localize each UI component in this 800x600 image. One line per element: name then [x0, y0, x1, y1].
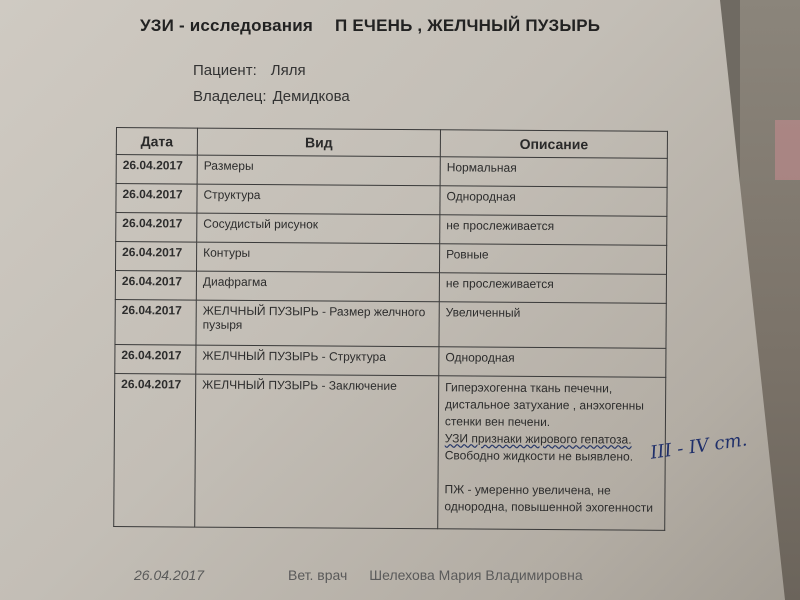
- cell-description: Однородная: [439, 347, 666, 378]
- cell-kind: Сосудистый рисунок: [197, 213, 440, 244]
- cell-date: 26.04.2017: [116, 213, 197, 243]
- handwritten-note: III - IV ст.: [649, 429, 749, 464]
- conclusion-line: однородна, повышенной эхогенности: [444, 499, 654, 515]
- results-table: [113, 127, 668, 531]
- cell-kind: Структура: [197, 184, 440, 215]
- conclusion-line: стенки вен печени.: [444, 414, 551, 430]
- cell-date: 26.04.2017: [115, 344, 196, 374]
- background-object: [775, 120, 800, 180]
- patient-name: Ляля: [270, 62, 306, 79]
- cell-description: Ровные: [439, 244, 666, 275]
- cell-date: 26.04.2017: [114, 373, 196, 527]
- cell-date: 26.04.2017: [115, 271, 196, 301]
- cell-date: 26.04.2017: [115, 299, 196, 345]
- cell-date: 26.04.2017: [116, 184, 197, 214]
- header-description: Описание: [440, 130, 667, 159]
- table-row: [115, 271, 666, 304]
- cell-description: не прослеживается: [439, 273, 666, 304]
- table-row: [115, 344, 666, 377]
- table-row: [115, 242, 666, 275]
- cell-kind: Контуры: [196, 242, 439, 273]
- conclusion-line: дистальное затухание , анэхогенны: [445, 397, 645, 413]
- title-organs: П ЕЧЕНЬ , ЖЕЛЧНЫЙ ПУЗЫРЬ: [335, 16, 601, 35]
- cell-kind: Диафрагма: [196, 271, 439, 302]
- title-study: УЗИ - исследования: [140, 16, 314, 35]
- doctor-label: Вет. врач: [288, 567, 348, 583]
- conclusion-line: Свободно жидкости не выявлено.: [444, 448, 634, 464]
- cell-description: не прослеживается: [440, 215, 667, 246]
- cell-date: 26.04.2017: [115, 242, 196, 272]
- cell-date: 26.04.2017: [116, 155, 197, 185]
- patient-line: [193, 62, 306, 79]
- conclusion-spacer: [445, 464, 659, 482]
- footer-date: 26.04.2017: [134, 567, 205, 583]
- cell-conclusion: [438, 376, 666, 531]
- conclusion-line: ПЖ - умеренно увеличена, не: [444, 482, 611, 498]
- footer-doctor: [288, 567, 583, 583]
- owner-line: [193, 88, 350, 105]
- doctor-name: Шелехова Мария Владимировна: [369, 567, 583, 583]
- cell-kind: ЖЕЛЧНЫЙ ПУЗЫРЬ - Размер желчного пузыря: [196, 300, 439, 347]
- cell-description: Увеличенный: [439, 302, 666, 349]
- conclusion-line-underlined: УЗИ признаки жирового гепатоза.: [444, 431, 632, 447]
- table-row: [116, 155, 667, 188]
- conclusion-line: Гиперэхогенна ткань печечни,: [445, 380, 613, 396]
- owner-name: Демидкова: [272, 88, 350, 105]
- cell-kind: ЖЕЛЧНЫЙ ПУЗЫРЬ - Структура: [196, 345, 439, 376]
- document-title: [140, 16, 700, 36]
- table-row: [116, 184, 667, 217]
- table-row: [114, 373, 666, 530]
- cell-kind: ЖЕЛЧНЫЙ ПУЗЫРЬ - Заключение: [195, 374, 439, 529]
- table-header-row: [116, 128, 667, 159]
- cell-description: Нормальная: [440, 157, 667, 188]
- table-row: [116, 213, 667, 246]
- header-date: Дата: [116, 128, 197, 156]
- cell-description: Однородная: [440, 186, 667, 217]
- owner-label: Владелец:: [193, 88, 267, 105]
- header-kind: Вид: [197, 128, 440, 157]
- patient-label: Пациент:: [193, 62, 257, 79]
- cell-kind: Размеры: [197, 155, 440, 186]
- table-row: [115, 299, 666, 348]
